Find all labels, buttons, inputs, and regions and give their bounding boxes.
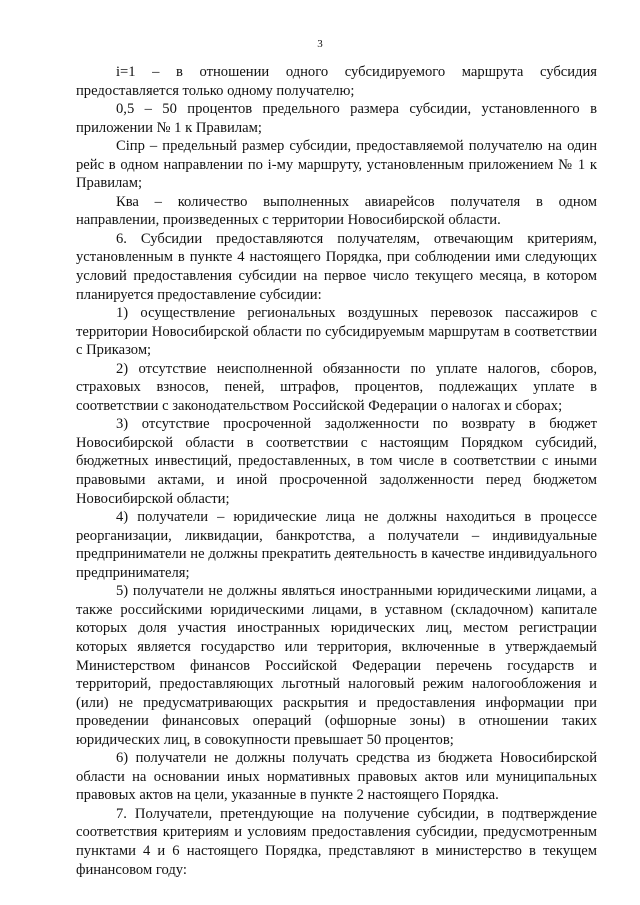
page-number: 3 (317, 38, 323, 50)
document-body (76, 63, 597, 879)
paragraph-condition-3: 3) отсутствие просроченной задолженности по возврату в бюджет Новосибирской области в соответствии с настоящим Порядком субсидий, бюджетных инвестиций, предоставленных, в том числе в соответствии с иными правовыми актами, и иной просроченной задолженности перед бюджетом Новосибирской области; (76, 416, 597, 507)
paragraph-item-7: 7. Получатели, претендующие на получение субсидии, в подтверждение соответствия критериям и условиям предоставления субсидии, предусмотренным пунктами 4 и 6 настоящего Порядка, представляют в министерство в текущем финансовом году: (76, 805, 597, 878)
paragraph-cipr-definition: Сiпр – предельный размер субсидии, предоставляемой получателю на один рейс в одном направлении по i-му маршруту, установленным приложением № 1 к Правилам; (76, 138, 597, 192)
paragraph-condition-4: 4) получатели – юридические лица не должны находиться в процессе реорганизации, ликвидации, банкротства, а получатели – индивидуальные предприниматели не должны прекратить деятельность в качестве индивидуального предпринимателя; (76, 509, 597, 581)
paragraph-condition-2: 2) отсутствие неисполненной обязанности по уплате налогов, сборов, страховых взносов, пеней, штрафов, процентов, подлежащих уплате в соответствии с законодательством Российской Федерации о налогах и сборах; (76, 360, 597, 414)
paragraph-coefficient-definition: 0,5 – 50 процентов предельного размера субсидии, установленного в приложении № 1 к Правилам; (76, 101, 597, 136)
paragraph-condition-5: 5) получатели не должны являться иностранными юридическими лицами, а также российскими юридическими лицами, в уставном (складочном) капитале которых доля участия иностранных юридических лиц, местом регистрации которых является государство или территория, включенные в утверждаемый Министерством финансов Российской Федерации перечень государств и территорий, предоставляющих льготный налоговый режим налогообложения и (или) не предусматривающих раскрытия и предоставления информации при проведении финансовых операций (офшорные зоны) в отношении таких юридических лиц, в совокупности превышает 50 процентов; (76, 583, 597, 748)
paragraph-item-6: 6. Субсидии предоставляются получателям, отвечающим критериям, установленным в пункте 4 настоящего Порядка, при соблюдении ими следующих условий предоставления субсидии на первое число текущего месяца, в котором планируется предоставление субсидии: (76, 230, 597, 303)
paragraph-condition-1: 1) осуществление региональных воздушных перевозок пассажиров с территории Новосибирской области по субсидируемым маршрутам в соответствии с Приказом; (76, 305, 597, 359)
paragraph-i-definition: i=1 – в отношении одного субсидируемого маршрута субсидия предоставляется только одному получателю; (76, 64, 597, 99)
paragraph-kva-definition: Ква – количество выполненных авиарейсов получателя в одном направлении, произведенных с территории Новосибирской области. (76, 193, 597, 229)
paragraph-condition-6: 6) получатели не должны получать средства из бюджета Новосибирской области на основании иных нормативных правовых актов или муниципальных правовых актов на цели, указанные в пункте 2 настоящего Порядка. (76, 750, 597, 804)
